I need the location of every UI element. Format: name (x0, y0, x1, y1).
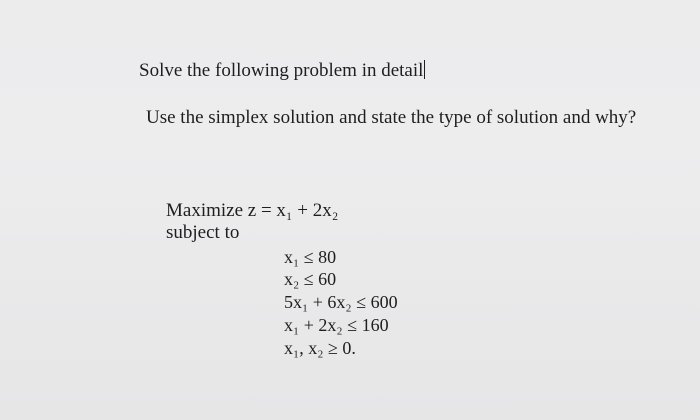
instruction-line (139, 60, 425, 82)
objective-function: Maximize z = x₁ + 2x₂ (166, 200, 339, 221)
constraint-2: x₂ ≤ 60 (284, 269, 337, 289)
constraint-4: x₁ + 2x₂ ≤ 160 (284, 315, 389, 335)
constraint-5: x₁, x₂ ≥ 0. (284, 338, 356, 358)
text-cursor (424, 60, 425, 79)
instruction-text: Solve the following problem in detail (139, 60, 424, 81)
constraint-3: 5x₁ + 6x₂ ≤ 600 (284, 292, 398, 312)
constraint-1: x₁ ≤ 80 (284, 247, 337, 267)
subject-to-label: subject to (166, 222, 240, 243)
question-line: Use the simplex solution and state the type of solution and why? (146, 107, 637, 128)
